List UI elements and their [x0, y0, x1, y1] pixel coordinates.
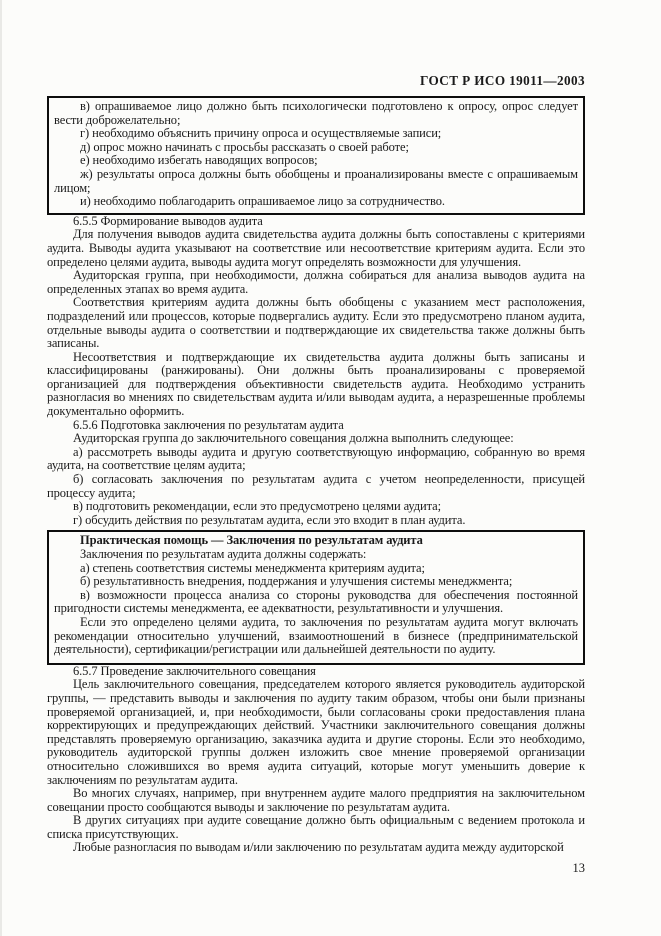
scan-edge-artifact [0, 0, 2, 936]
paragraph: Соответствия критериям аудита должны быть обобщены с указанием мест расположения, подразделений или процессов, которые подвергались аудиту. Если это предусмотрено планом аудита, отдельные выводы аудита о соответствии и подтверждающие их свидетельства также должны быть записаны. [47, 295, 585, 351]
guideline-item: д) опрос можно начинать с просьбы рассказать о своей работе; [80, 139, 409, 154]
list-item: г) обсудить действия по результатам аудита, если это входит в план аудита. [73, 512, 466, 527]
practical-help-box [47, 530, 585, 664]
guideline-item: и) необходимо поблагодарить опрашиваемое лицо за сотрудничество. [80, 194, 445, 209]
list-item: а) рассмотреть выводы аудита и другую соответствующую информацию, собранную во время аудита, на соответствие целям аудита; [47, 444, 585, 473]
section-6-5-7 [47, 665, 585, 855]
paragraph: В других ситуациях при аудите совещание должно быть официальным с ведением протокола и списка присутствующих. [47, 813, 585, 841]
section-heading-6-5-5: 6.5.5 Формирование выводов аудита [73, 213, 263, 228]
section-6-5-6 [47, 419, 585, 528]
list-item: в) подготовить рекомендации, если это предусмотрено целями аудита; [73, 499, 441, 514]
practical-help-title: Практическая помощь — Заключения по результатам аудита [80, 533, 423, 548]
list-item: в) возможности процесса анализа со стороны руководства для обеспечения постоянной пригодности системы менеджмента, ее адекватности, результативности и улучшения. [54, 587, 578, 616]
list-item: б) результативность внедрения, поддержания и улучшения системы менеджмента; [80, 574, 513, 589]
paragraph: Любые разногласия по выводам и/или заключению по результатам аудита между аудиторской [73, 840, 564, 855]
list-item: а) степень соответствия системы менеджмента критериям аудита; [80, 560, 425, 575]
paragraph: Несоответствия и подтверждающие их свидетельства аудита должны быть записаны и классифицированы (ранжированы). Они должны быть проанализированы с проверяемой организацией для подтверждения объективности свидетельств аудита. Необходимо устранить разногласия во мнениях по свидетельствам аудита и/или выводам аудита, а неразрешенные проблемы документально оформить. [47, 349, 585, 419]
guideline-item: е) необходимо избегать наводящих вопросов; [80, 153, 318, 168]
paragraph: Цель заключительного совещания, председателем которого является руководитель аудиторской группы, — представить выводы и заключения по аудиту таким образом, чтобы они были признаны проверяемой организацией, и, при необходимости, были согласованы сроки предоставления плана корректирующих и предупреждающих действий. Участники заключительного совещания должны представлять проверяемую организацию, заказчика аудита и другие стороны. Если это необходимо, руководитель аудиторской группы должен изложить свое мнение проверяемой организации относительно сложившихся во время аудита ситуаций, которые могут уменьшить доверие к заключениям по результатам аудита. [47, 677, 585, 787]
page-content [47, 0, 585, 875]
guideline-item: ж) результаты опроса должны быть обобщены и проанализированы вместе с опрашиваемым лицом; [54, 166, 578, 195]
paragraph: Аудиторская группа, при необходимости, должна собираться для анализа выводов аудита на определенных этапах во время аудита. [47, 268, 585, 296]
section-6-5-5 [47, 215, 585, 419]
paragraph: Во многих случаях, например, при внутреннем аудите малого предприятия на заключительном совещании просто сообщаются выводы и заключение по результатам аудита. [47, 786, 585, 814]
list-item: б) согласовать заключения по результатам аудита с учетом неопределенности, присущей процессу аудита; [47, 472, 585, 500]
guideline-item: г) необходимо объяснить причину опроса и осуществляемые записи; [80, 126, 442, 141]
page-number: 13 [572, 861, 585, 876]
guideline-item: в) опрашиваемое лицо должно быть психологически подготовлено к опросу, опрос следует вести доброжелательно; [54, 99, 578, 127]
section-heading-6-5-7: 6.5.7 Проведение заключительного совещания [73, 663, 316, 678]
standard-header: ГОСТ Р ИСО 19011—2003 [420, 73, 585, 88]
paragraph: Если это определено целями аудита, то заключения по результатам аудита могут включать рекомендации относительно улучшений, взаимоотношений в бизнесе (предпринимательской деятельности), сертификации/регистрации или дальнейшей деятельности по аудиту. [54, 614, 578, 657]
interview-guidelines-box [47, 96, 585, 215]
paragraph: Аудиторская группа до заключительного совещания должна выполнить следующее: [73, 431, 514, 446]
paragraph: Для получения выводов аудита свидетельства аудита должны быть сопоставлены с критериями аудита. Выводы аудита указывают на соответствие или несоответствие критериям аудита. Если это определено целями аудита, выводы аудита могут определять возможности для улучшения. [47, 227, 585, 269]
paragraph: Заключения по результатам аудита должны содержать: [80, 547, 367, 561]
section-heading-6-5-6: 6.5.6 Подготовка заключения по результатам аудита [73, 417, 344, 432]
